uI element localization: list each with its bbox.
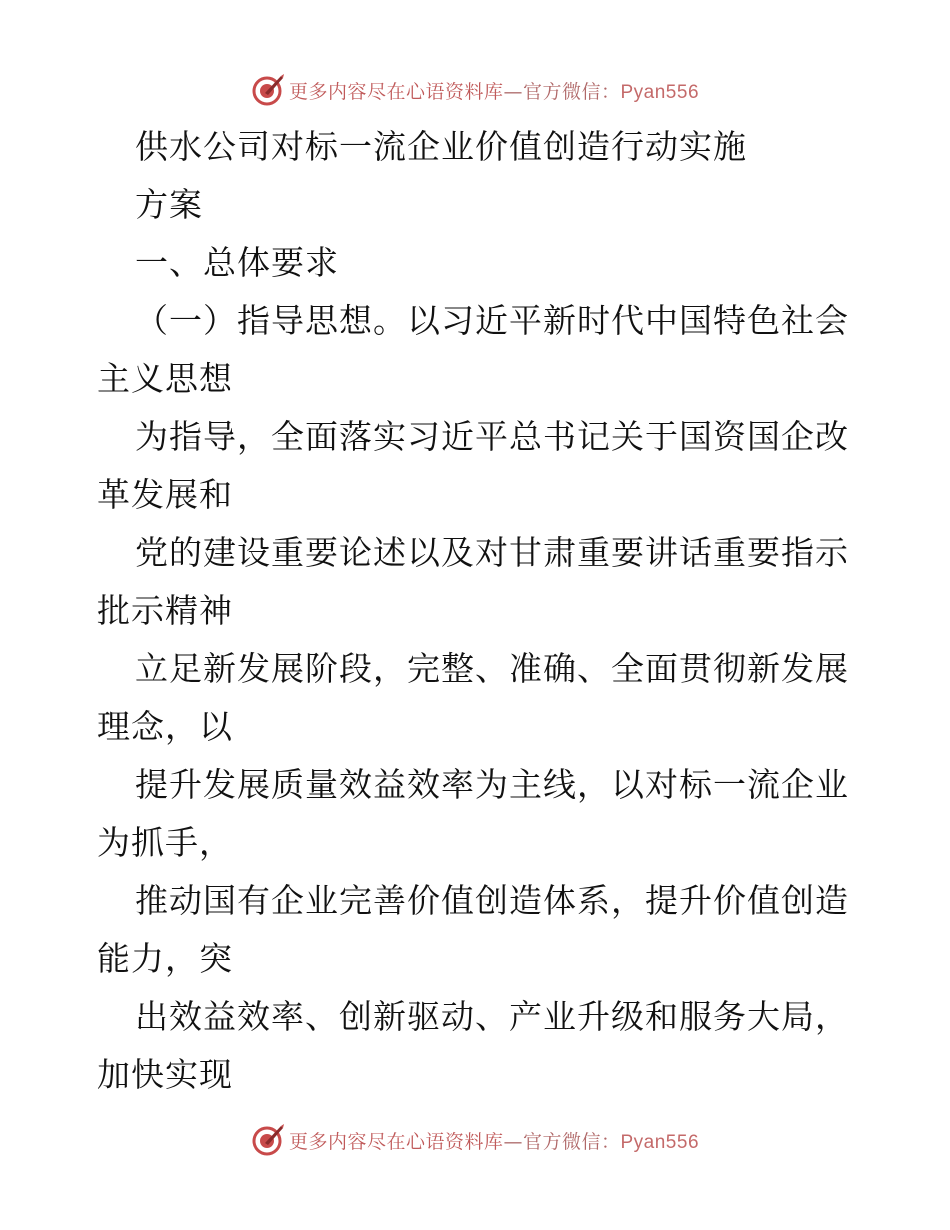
text-line: 提升发展质量效益效率为主线，以对标一流企业	[135, 765, 849, 804]
quill-logo-icon	[251, 1123, 285, 1157]
text-line: （一）指导思想。以习近平新时代中国特色社会	[135, 301, 849, 340]
text-line: 为指导，全面落实习近平总书记关于国资国企改	[135, 417, 849, 456]
text-line: 供水公司对标一流企业价值创造行动实施	[135, 127, 747, 166]
watermark-banner-top	[0, 72, 950, 108]
text-line: 为抓手，	[97, 823, 233, 862]
watermark-site: 更多内容尽在心语资料库	[288, 1130, 504, 1153]
text-line: 党的建设重要论述以及对甘肃重要讲话重要指示	[135, 533, 849, 572]
watermark-wechat-id: Pyan556	[620, 1131, 700, 1153]
text-line: 推动国有企业完善价值创造体系，提升价值创造	[135, 881, 849, 920]
text-line: 加快实现	[97, 1055, 233, 1094]
text-line: 主义思想	[97, 359, 233, 398]
watermark-separator: —	[503, 80, 523, 103]
watermark-site: 更多内容尽在心语资料库	[288, 80, 504, 103]
text-line: 革发展和	[97, 475, 233, 514]
watermark-wechat-label: 官方微信：	[522, 1130, 621, 1153]
text-line: 一、总体要求	[135, 243, 339, 282]
text-line: 能力，突	[97, 939, 233, 978]
watermark-separator: —	[503, 1130, 523, 1153]
watermark-text	[289, 1127, 699, 1154]
watermark-banner-bottom	[0, 1122, 950, 1158]
text-line: 立足新发展阶段，完整、准确、全面贯彻新发展	[135, 649, 849, 688]
text-line: 方案	[135, 185, 203, 224]
text-line: 出效益效率、创新驱动、产业升级和服务大局，	[135, 997, 849, 1036]
text-line: 理念，以	[97, 707, 233, 746]
text-line: 批示精神	[97, 591, 233, 630]
quill-logo-icon	[251, 73, 285, 107]
document-body	[97, 118, 857, 1104]
watermark-wechat-id: Pyan556	[620, 81, 700, 103]
watermark-text	[289, 77, 699, 104]
watermark-wechat-label: 官方微信：	[522, 80, 621, 103]
